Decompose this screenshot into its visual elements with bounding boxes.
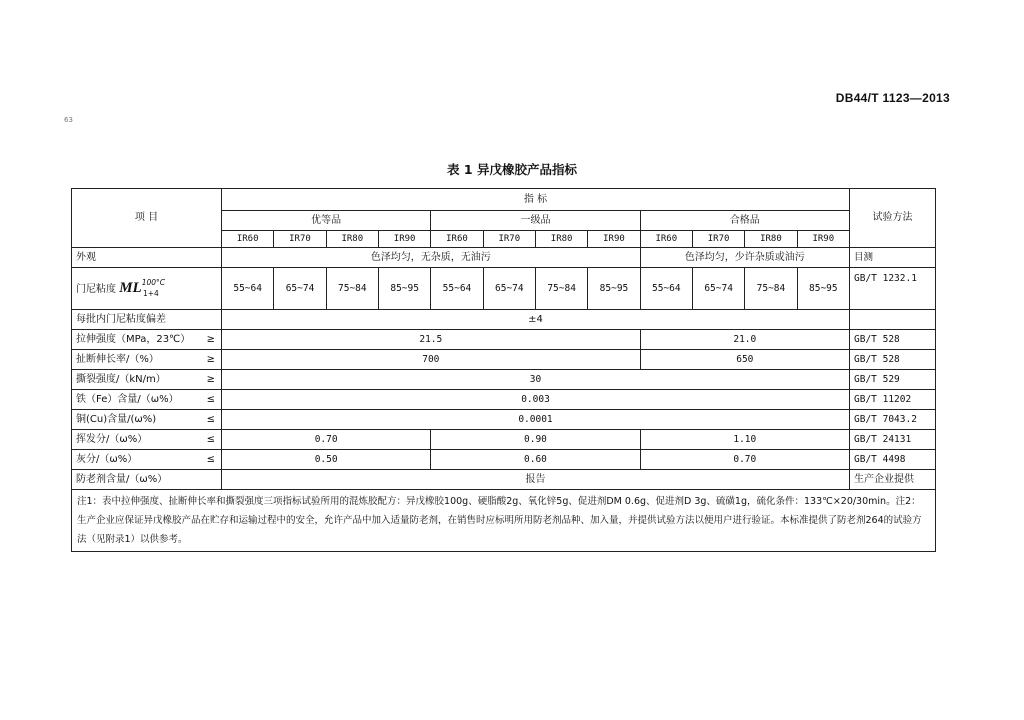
item-text: 铜(Cu)含量/(ω%)	[76, 413, 157, 425]
value-cell: 1.10	[640, 430, 849, 450]
mooney-label: 门尼粘度	[76, 283, 116, 295]
value-cell: 0.0001	[222, 410, 850, 430]
relation-symbol: ≤	[206, 413, 215, 425]
relation-symbol: ≤	[206, 393, 215, 405]
type-cell: IR80	[535, 231, 587, 248]
value-cell: 55~64	[640, 268, 692, 310]
value-cell: 85~95	[378, 268, 430, 310]
grade-premium: 优等品	[222, 211, 431, 231]
relation-symbol: ≤	[206, 453, 215, 465]
type-cell: IR90	[378, 231, 430, 248]
type-cell: IR90	[797, 231, 849, 248]
method-cell: 生产企业提供	[850, 470, 936, 490]
table-note: 注1：表中拉伸强度、扯断伸长率和撕裂强度三项指标试验所用的混炼胶配方：异戊橡胶100g、硬脂酸2g、氧化锌5g、促进剂DM 0.6g、促进剂D 3g、硫磺1g，硫化条件：133℃×20/30min。注2：生产企业应保证异戊橡胶产品在贮存和运输过程中的安全，允许产品中加入适量防老剂，在销售时应标明所用防老剂品种、加入量，并提供试验方法以便用户进行验证。本标准提供了防老剂264的试验方法（见附录1）以供参考。	[72, 490, 936, 552]
relation-symbol: ≥	[206, 333, 215, 345]
standard-number: DB44/T 1123—2013	[835, 91, 950, 105]
item-text: 挥发分/（ω%）	[76, 433, 148, 445]
value-cell: 色泽均匀，无杂质，无油污	[222, 248, 641, 268]
type-cell: IR70	[274, 231, 326, 248]
value-cell: 85~95	[797, 268, 849, 310]
item-text: 铁（Fe）含量/（ω%）	[76, 393, 179, 405]
value-cell: 650	[640, 350, 849, 370]
value-cell: ±4	[222, 310, 850, 330]
item-label: 外观	[72, 248, 222, 268]
row-tear	[72, 370, 936, 390]
item-label	[72, 268, 222, 310]
type-cell: IR60	[222, 231, 274, 248]
type-cell: IR90	[588, 231, 640, 248]
row-elongation	[72, 350, 936, 370]
grade-qualified: 合格品	[640, 211, 849, 231]
row-antioxidant	[72, 470, 936, 490]
item-label	[72, 410, 222, 430]
relation-symbol: ≤	[206, 433, 215, 445]
indicator-header: 指 标	[222, 189, 850, 211]
value-cell: 65~74	[692, 268, 744, 310]
mooney-symbol: ML	[119, 279, 142, 296]
value-cell: 75~84	[745, 268, 797, 310]
value-cell: 0.60	[431, 450, 640, 470]
value-cell: 0.90	[431, 430, 640, 450]
method-cell: GB/T 1232.1	[850, 268, 936, 310]
method-cell: GB/T 7043.2	[850, 410, 936, 430]
item-label	[72, 450, 222, 470]
row-ash	[72, 450, 936, 470]
row-mooney	[72, 268, 936, 310]
method-header: 试验方法	[850, 189, 936, 248]
item-label	[72, 330, 222, 350]
value-cell: 85~95	[588, 268, 640, 310]
item-label	[72, 430, 222, 450]
page-corner-mark: 63	[64, 116, 73, 124]
item-text: 扯断伸长率/（%）	[76, 353, 159, 365]
header-row-1	[72, 189, 936, 211]
type-cell: IR70	[483, 231, 535, 248]
value-cell: 0.70	[640, 450, 849, 470]
item-label	[72, 350, 222, 370]
type-cell: IR80	[326, 231, 378, 248]
value-cell: 21.0	[640, 330, 849, 350]
product-spec-table	[71, 188, 936, 552]
type-cell: IR80	[745, 231, 797, 248]
item-text: 拉伸强度（MPa，23℃）	[76, 333, 191, 345]
type-cell: IR60	[640, 231, 692, 248]
item-header: 项 目	[72, 189, 222, 248]
value-cell: 65~74	[274, 268, 326, 310]
item-label: 防老剂含量/（ω%）	[72, 470, 222, 490]
method-cell	[850, 310, 936, 330]
value-cell: 30	[222, 370, 850, 390]
item-label	[72, 370, 222, 390]
type-cell: IR70	[692, 231, 744, 248]
method-cell: GB/T 528	[850, 350, 936, 370]
method-cell: GB/T 24131	[850, 430, 936, 450]
value-cell: 55~64	[222, 268, 274, 310]
row-tensile	[72, 330, 936, 350]
value-cell: 0.50	[222, 450, 431, 470]
value-cell: 0.003	[222, 390, 850, 410]
relation-symbol: ≥	[206, 373, 215, 385]
value-cell: 21.5	[222, 330, 641, 350]
row-iron	[72, 390, 936, 410]
value-cell: 报告	[222, 470, 850, 490]
row-copper	[72, 410, 936, 430]
value-cell: 75~84	[326, 268, 378, 310]
method-cell: GB/T 11202	[850, 390, 936, 410]
row-mooney-deviation	[72, 310, 936, 330]
value-cell: 色泽均匀，少许杂质或油污	[640, 248, 849, 268]
item-text: 灰分/（ω%）	[76, 453, 138, 465]
value-cell: 75~84	[535, 268, 587, 310]
row-volatile	[72, 430, 936, 450]
type-cell: IR60	[431, 231, 483, 248]
grade-first: 一级品	[431, 211, 640, 231]
row-appearance	[72, 248, 936, 268]
mooney-superscript: 100°C	[141, 277, 165, 287]
row-note	[72, 490, 936, 552]
value-cell: 65~74	[483, 268, 535, 310]
value-cell: 55~64	[431, 268, 483, 310]
value-cell: 0.70	[222, 430, 431, 450]
value-cell: 700	[222, 350, 641, 370]
method-cell: GB/T 529	[850, 370, 936, 390]
method-cell: 目测	[850, 248, 936, 268]
relation-symbol: ≥	[206, 353, 215, 365]
method-cell: GB/T 528	[850, 330, 936, 350]
method-cell: GB/T 4498	[850, 450, 936, 470]
table-caption: 表 1 异戊橡胶产品指标	[447, 162, 577, 177]
item-label: 每批内门尼粘度偏差	[72, 310, 222, 330]
item-text: 撕裂强度/（kN/m）	[76, 373, 166, 385]
mooney-subscript: 1+4	[143, 288, 159, 298]
item-label	[72, 390, 222, 410]
